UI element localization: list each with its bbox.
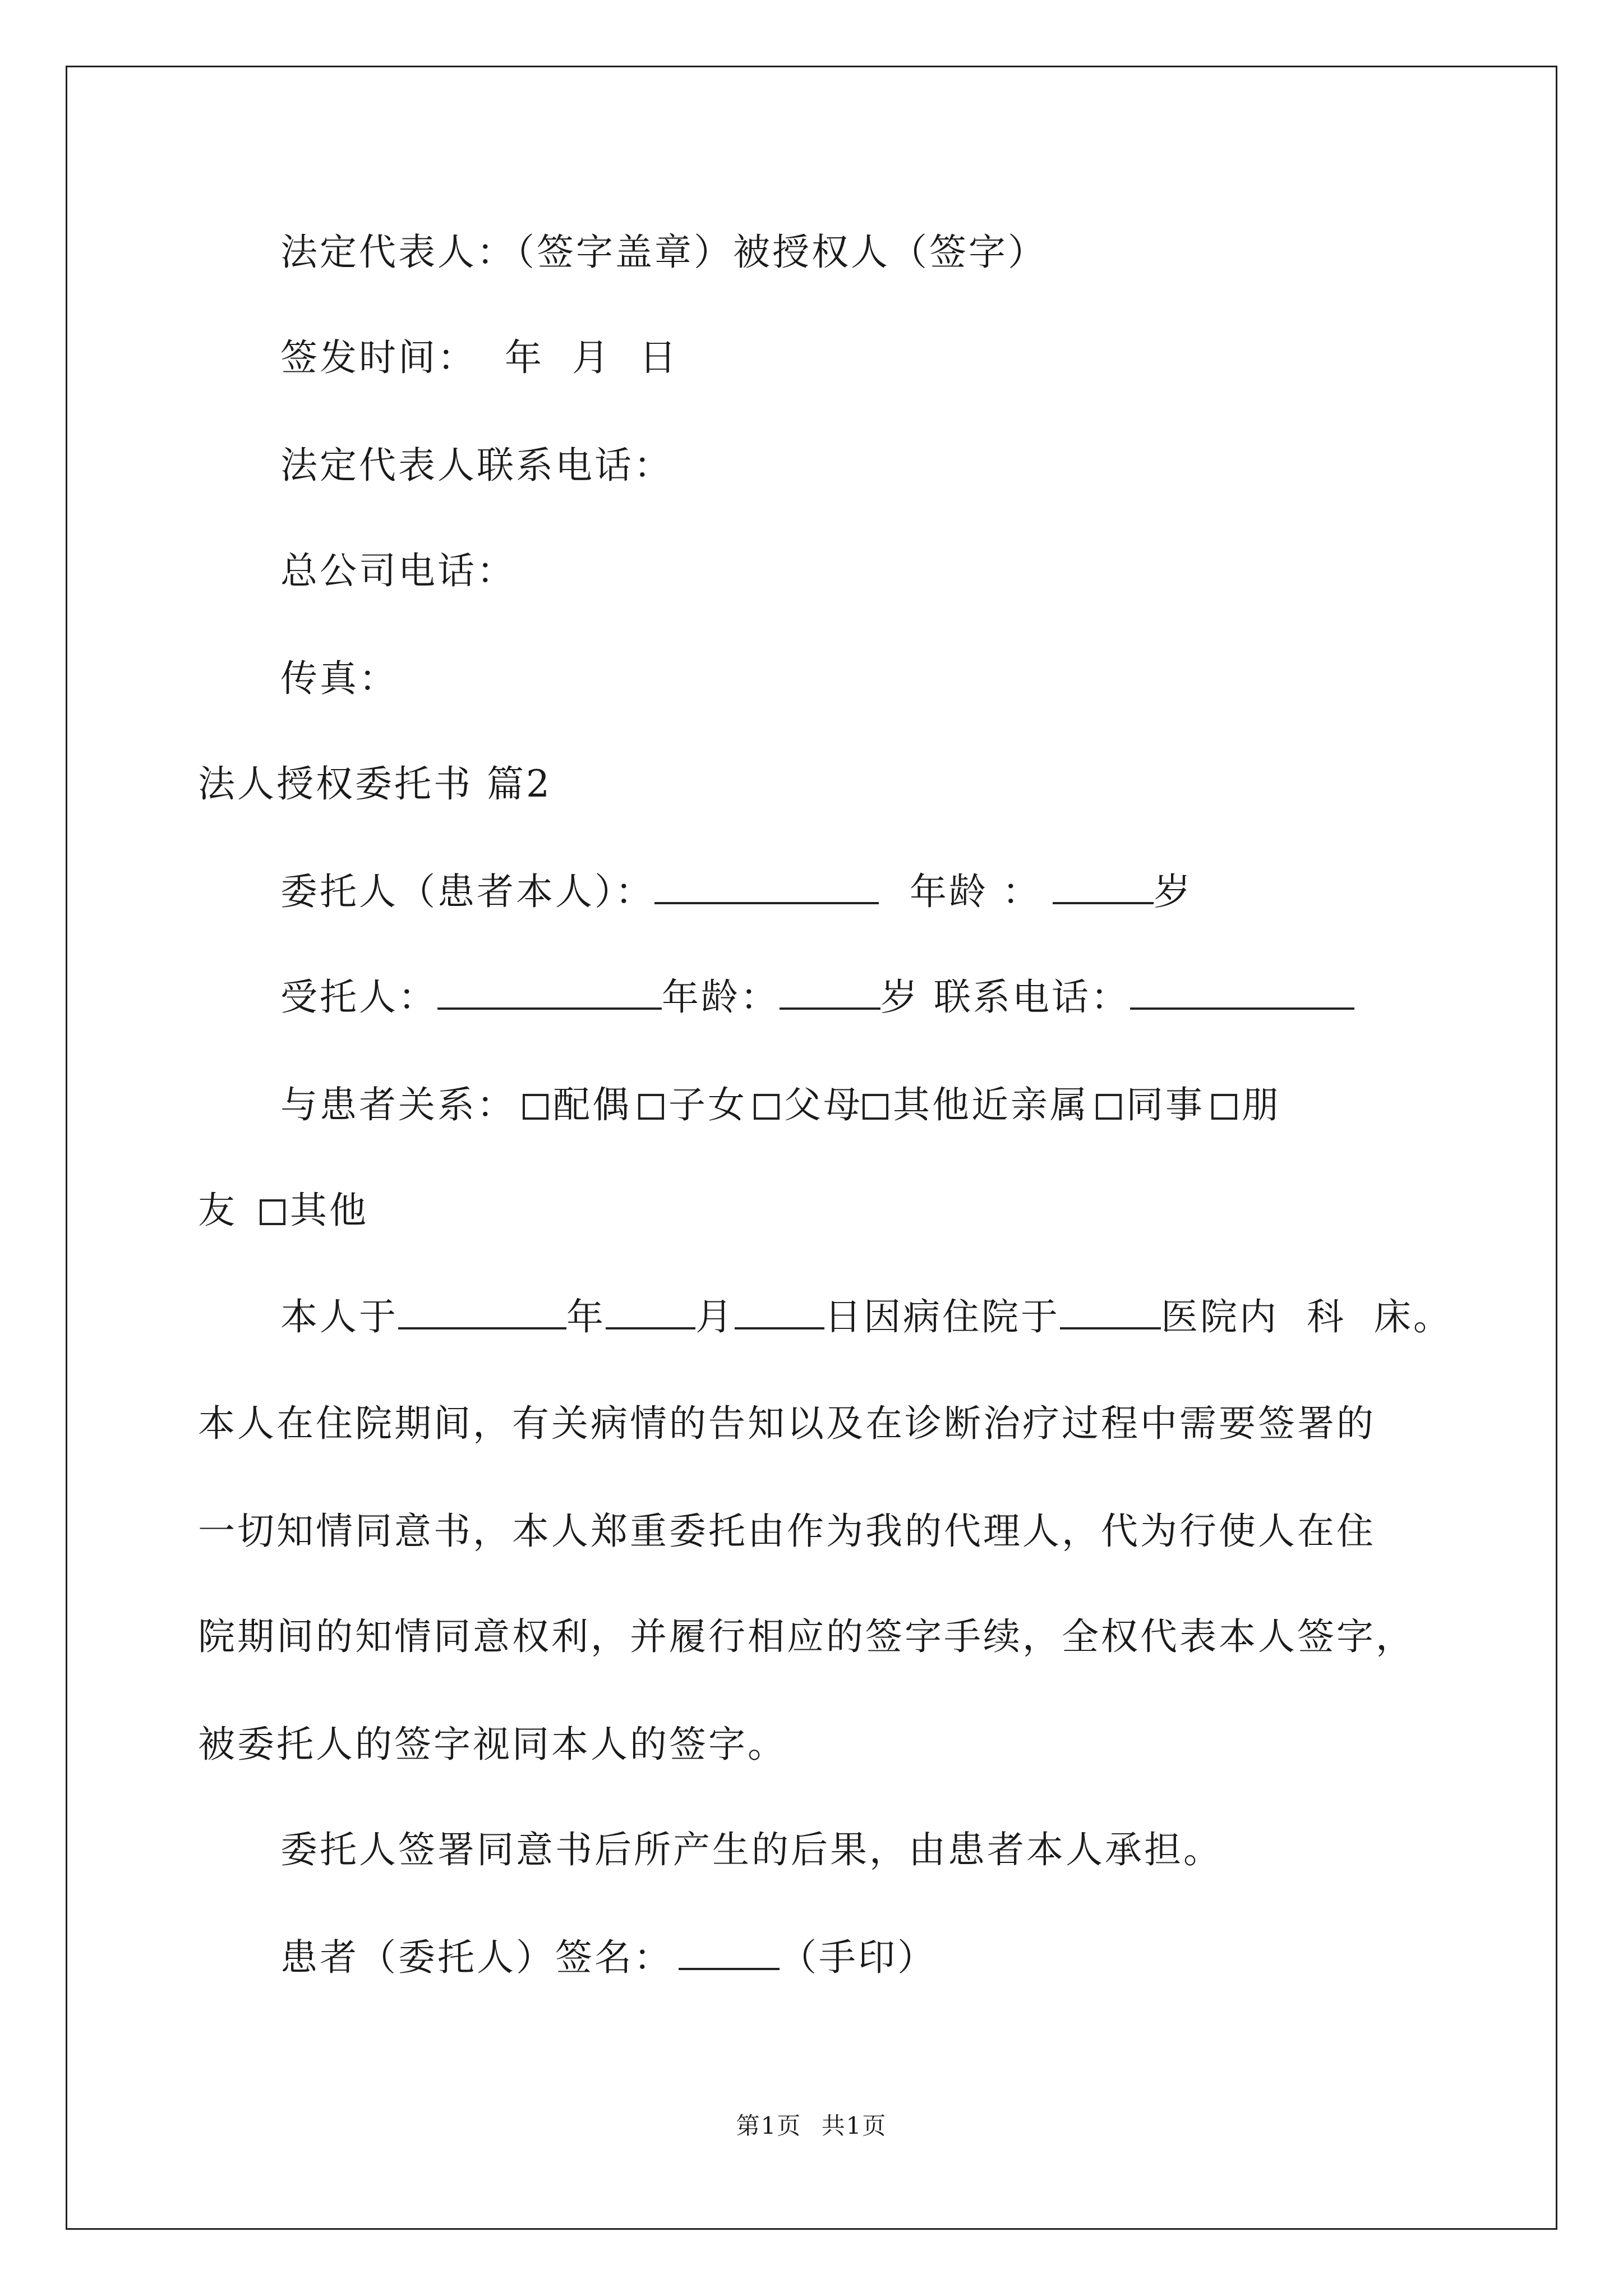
principal-label: 委托人（患者本人）： xyxy=(280,870,654,913)
principal-line xyxy=(280,869,1193,914)
fax-line: 传真： xyxy=(280,657,398,700)
paragraph-line-3: 一切知情同意书，本人郑重委托由作为我的代理人，代为行使人在住 xyxy=(198,1510,1376,1553)
relation-checkbox-other-relatives[interactable] xyxy=(863,1094,888,1120)
relation-line xyxy=(280,1083,1281,1128)
section-heading: 法人授权委托书 篇2 xyxy=(198,762,552,806)
relation-checkbox-other[interactable] xyxy=(260,1199,285,1225)
agent-age-unit: 岁 联系电话： xyxy=(880,976,1130,1019)
admission-text-d: 日因病住院于 xyxy=(824,1295,1060,1338)
signature-line xyxy=(280,1935,937,1980)
paragraph-line-2: 本人在住院期间，有关病情的告知以及在诊断治疗过程中需要签署的 xyxy=(198,1402,1376,1445)
agent-age-blank[interactable] xyxy=(780,976,880,1010)
principal-age-label: 年龄 ： xyxy=(909,870,1041,913)
principal-age-unit: 岁 xyxy=(1153,870,1193,913)
relation-option-other: 其他 xyxy=(290,1189,368,1232)
agent-line xyxy=(280,975,1354,1020)
admission-line xyxy=(280,1295,1453,1340)
relation-option-other-relatives: 其他近亲属 xyxy=(893,1083,1089,1126)
relation-checkbox-parents[interactable] xyxy=(754,1094,780,1120)
relation-checkbox-children[interactable] xyxy=(638,1094,664,1120)
legal-rep-sign-line: 法定代表人：（签字盖章）被授权人（签字） xyxy=(280,231,1047,274)
relation-checkbox-friend[interactable] xyxy=(1211,1094,1237,1120)
relation-checkbox-spouse[interactable] xyxy=(523,1094,548,1120)
signature-suffix: （手印） xyxy=(780,1936,937,1979)
hq-phone-line: 总公司电话： xyxy=(280,549,516,592)
relation-label: 与患者关系： xyxy=(280,1083,516,1126)
paragraph-line-5: 被委托人的签字视同本人的签字。 xyxy=(198,1723,787,1766)
page-number: 第1页 xyxy=(736,2112,802,2139)
relation-option-spouse: 配偶 xyxy=(553,1083,631,1126)
signature-blank[interactable] xyxy=(679,1936,780,1970)
legal-rep-phone-line: 法定代表人联系电话： xyxy=(280,444,673,487)
relation-checkbox-colleague[interactable] xyxy=(1096,1094,1122,1120)
admission-text-b: 年 xyxy=(566,1295,606,1338)
relation-option-colleague: 同事 xyxy=(1126,1083,1205,1126)
relation-option-children: 子女 xyxy=(668,1083,747,1126)
page-border xyxy=(66,66,1557,2230)
agent-name-blank[interactable] xyxy=(437,976,662,1010)
signature-label: 患者（委托人）签名： xyxy=(280,1936,673,1979)
relation-option-friend-cont: 友 xyxy=(198,1189,237,1232)
consequence-line: 委托人签署同意书后所产生的后果，由患者本人承担。 xyxy=(280,1828,1223,1871)
admission-year-blank[interactable] xyxy=(398,1296,566,1329)
admission-month-blank[interactable] xyxy=(606,1296,695,1329)
relation-line-cont xyxy=(198,1188,368,1233)
relation-option-parents: 父母 xyxy=(784,1083,863,1126)
issue-date-line: 签发时间： 年 月 日 xyxy=(280,336,679,379)
relation-option-friend: 朋 xyxy=(1242,1083,1281,1126)
admission-text-c: 月 xyxy=(695,1295,735,1338)
principal-name-blank[interactable] xyxy=(654,871,879,904)
page-footer xyxy=(0,2112,1623,2140)
agent-label: 受托人： xyxy=(280,976,437,1019)
admission-text-a: 本人于 xyxy=(280,1295,398,1338)
paragraph-line-4: 院期间的知情同意权利，并履行相应的签字手续，全权代表本人签字， xyxy=(198,1615,1415,1658)
hospital-blank[interactable] xyxy=(1060,1296,1161,1329)
admission-text-e: 医院内 科 床。 xyxy=(1161,1295,1453,1338)
page-total: 共1页 xyxy=(821,2112,887,2139)
agent-age-label: 年龄： xyxy=(662,976,780,1019)
principal-age-blank[interactable] xyxy=(1053,871,1154,904)
agent-phone-blank[interactable] xyxy=(1130,976,1354,1010)
admission-day-blank[interactable] xyxy=(735,1296,824,1329)
